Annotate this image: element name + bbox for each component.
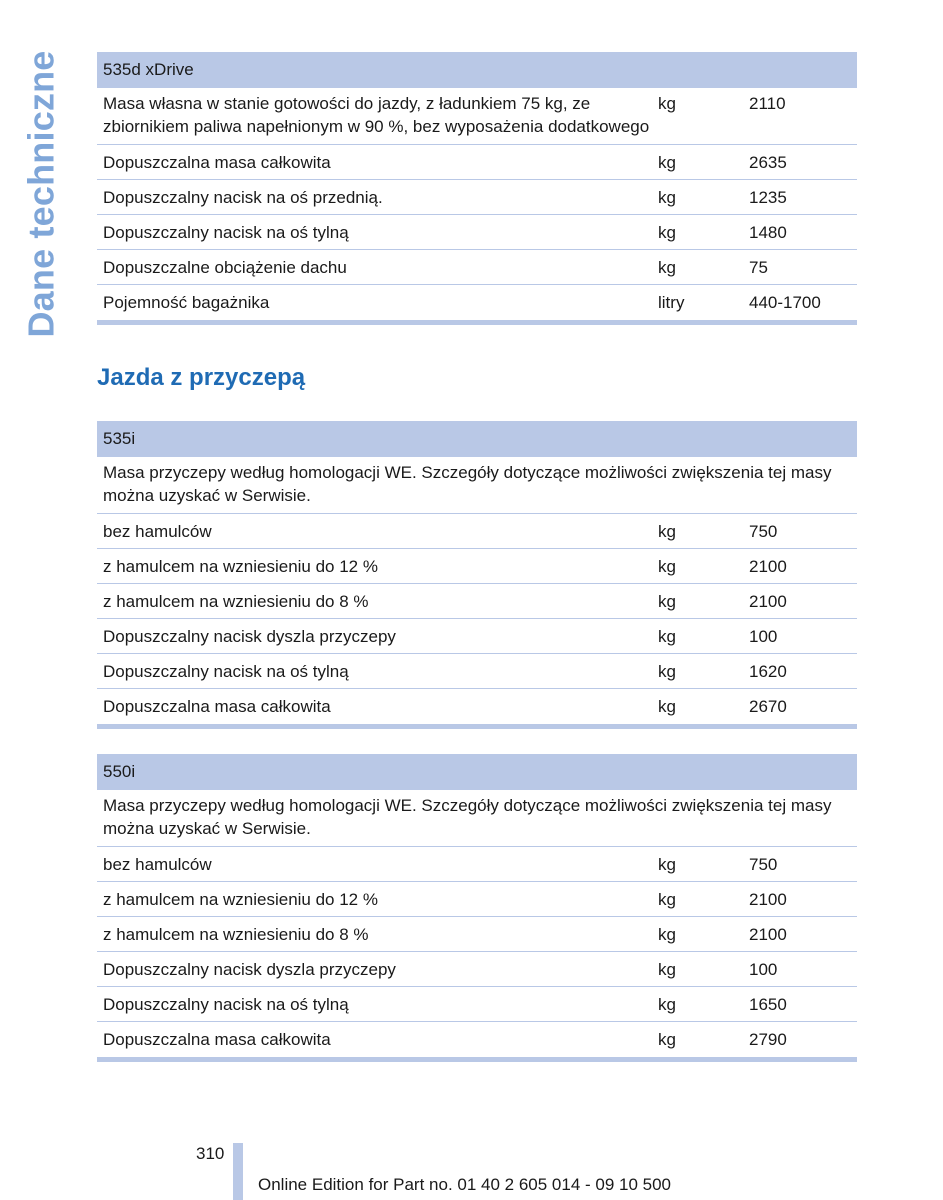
row-value: 2635 <box>749 152 787 172</box>
table-row <box>97 619 857 654</box>
row-label: Dopuszczalna masa całkowita <box>103 152 331 172</box>
table-header: 535d xDrive <box>97 52 857 88</box>
table-row <box>97 917 857 952</box>
row-unit: kg <box>658 94 676 113</box>
table-note-row <box>97 457 857 514</box>
row-value: 75 <box>749 257 768 277</box>
table-row <box>97 952 857 987</box>
table-header: 550i <box>97 754 857 790</box>
row-value: 750 <box>749 854 778 874</box>
table-row <box>97 882 857 917</box>
row-unit: kg <box>658 591 676 611</box>
table-535i <box>97 421 857 729</box>
row-unit: kg <box>658 854 676 874</box>
row-label: z hamulcem na wzniesieniu do 12 % <box>103 556 378 576</box>
table-note-row <box>97 790 857 847</box>
row-unit: kg <box>658 959 676 979</box>
row-unit: kg <box>658 889 676 909</box>
row-label: Dopuszczalny nacisk dyszla przyczepy <box>103 959 396 979</box>
footer-bar <box>233 1143 243 1200</box>
row-value: 2100 <box>749 889 787 909</box>
table-row <box>97 514 857 549</box>
table-row <box>97 145 857 180</box>
row-unit: kg <box>658 994 676 1014</box>
table-header: 535i <box>97 421 857 457</box>
row-label: Masa własna w stanie gotowości do jazdy, z ładunkiem 75 kg, ze zbiornikiem paliwa napełnionym w 90 %, bez wyposażenia dodatkowego <box>103 94 650 136</box>
row-label: Dopuszczalne obciążenie dachu <box>103 257 347 277</box>
row-unit: kg <box>658 556 676 576</box>
row-value: 100 <box>749 626 778 646</box>
table-bottom-rule <box>97 1057 857 1062</box>
row-label: bez hamulców <box>103 854 212 874</box>
row-value: 2100 <box>749 591 787 611</box>
table-row <box>97 88 857 145</box>
row-unit: kg <box>658 257 676 277</box>
row-label: Pojemność bagażnika <box>103 293 270 312</box>
table-row <box>97 285 857 320</box>
row-unit: kg <box>658 222 676 242</box>
row-unit: kg <box>658 187 676 207</box>
row-value: 440-1700 <box>749 293 821 312</box>
table-row <box>97 654 857 689</box>
row-value: 1620 <box>749 661 787 681</box>
table-row <box>97 250 857 285</box>
row-unit: litry <box>658 293 685 312</box>
table-bottom-rule <box>97 724 857 729</box>
row-label: z hamulcem na wzniesieniu do 12 % <box>103 889 378 909</box>
row-label: Dopuszczalny nacisk na oś przednią. <box>103 187 383 207</box>
table-row <box>97 180 857 215</box>
row-label: z hamulcem na wzniesieniu do 8 % <box>103 924 369 944</box>
table-row <box>97 215 857 250</box>
row-value: 1650 <box>749 994 787 1014</box>
table-535d-xdrive <box>97 52 857 325</box>
table-row <box>97 584 857 619</box>
row-value: 100 <box>749 959 778 979</box>
row-value: 2100 <box>749 924 787 944</box>
table-550i <box>97 754 857 1062</box>
row-value: 2100 <box>749 556 787 576</box>
side-title-text: Dane techniczne <box>21 50 62 338</box>
table-bottom-rule <box>97 320 857 325</box>
row-unit: kg <box>658 626 676 646</box>
table-row <box>97 549 857 584</box>
table-row <box>97 987 857 1022</box>
row-value: 2670 <box>749 697 787 716</box>
row-value: 2110 <box>749 94 786 113</box>
row-unit: kg <box>658 152 676 172</box>
row-label: Dopuszczalna masa całkowita <box>103 1030 331 1049</box>
table-note: Masa przyczepy według homologacji WE. Szczegóły dotyczące możliwości zwiększenia tej masy można uzyskać w Serwisie. <box>103 463 832 505</box>
row-unit: kg <box>658 697 676 716</box>
table-row <box>97 847 857 882</box>
row-label: Dopuszczalny nacisk dyszla przyczepy <box>103 626 396 646</box>
row-unit: kg <box>658 1030 676 1049</box>
row-label: Dopuszczalny nacisk na oś tylną <box>103 994 349 1014</box>
row-value: 1235 <box>749 187 787 207</box>
row-label: bez hamulców <box>103 521 212 541</box>
row-label: Dopuszczalny nacisk na oś tylną <box>103 222 349 242</box>
row-unit: kg <box>658 661 676 681</box>
row-value: 2790 <box>749 1030 787 1049</box>
row-label: Dopuszczalna masa całkowita <box>103 697 331 716</box>
row-label: z hamulcem na wzniesieniu do 8 % <box>103 591 369 611</box>
edition-text: Online Edition for Part no. 01 40 2 605 014 - 09 10 500 <box>258 1175 672 1194</box>
row-label: Dopuszczalny nacisk na oś tylną <box>103 661 349 681</box>
row-value: 750 <box>749 521 778 541</box>
row-value: 1480 <box>749 222 787 242</box>
page-number: 310 <box>196 1144 225 1163</box>
table-row <box>97 689 857 724</box>
table-row <box>97 1022 857 1057</box>
row-unit: kg <box>658 521 676 541</box>
row-unit: kg <box>658 924 676 944</box>
side-title <box>18 44 66 344</box>
section-heading: Jazda z przyczepą <box>97 364 306 391</box>
table-note: Masa przyczepy według homologacji WE. Szczegóły dotyczące możliwości zwiększenia tej masy można uzyskać w Serwisie. <box>103 796 832 838</box>
